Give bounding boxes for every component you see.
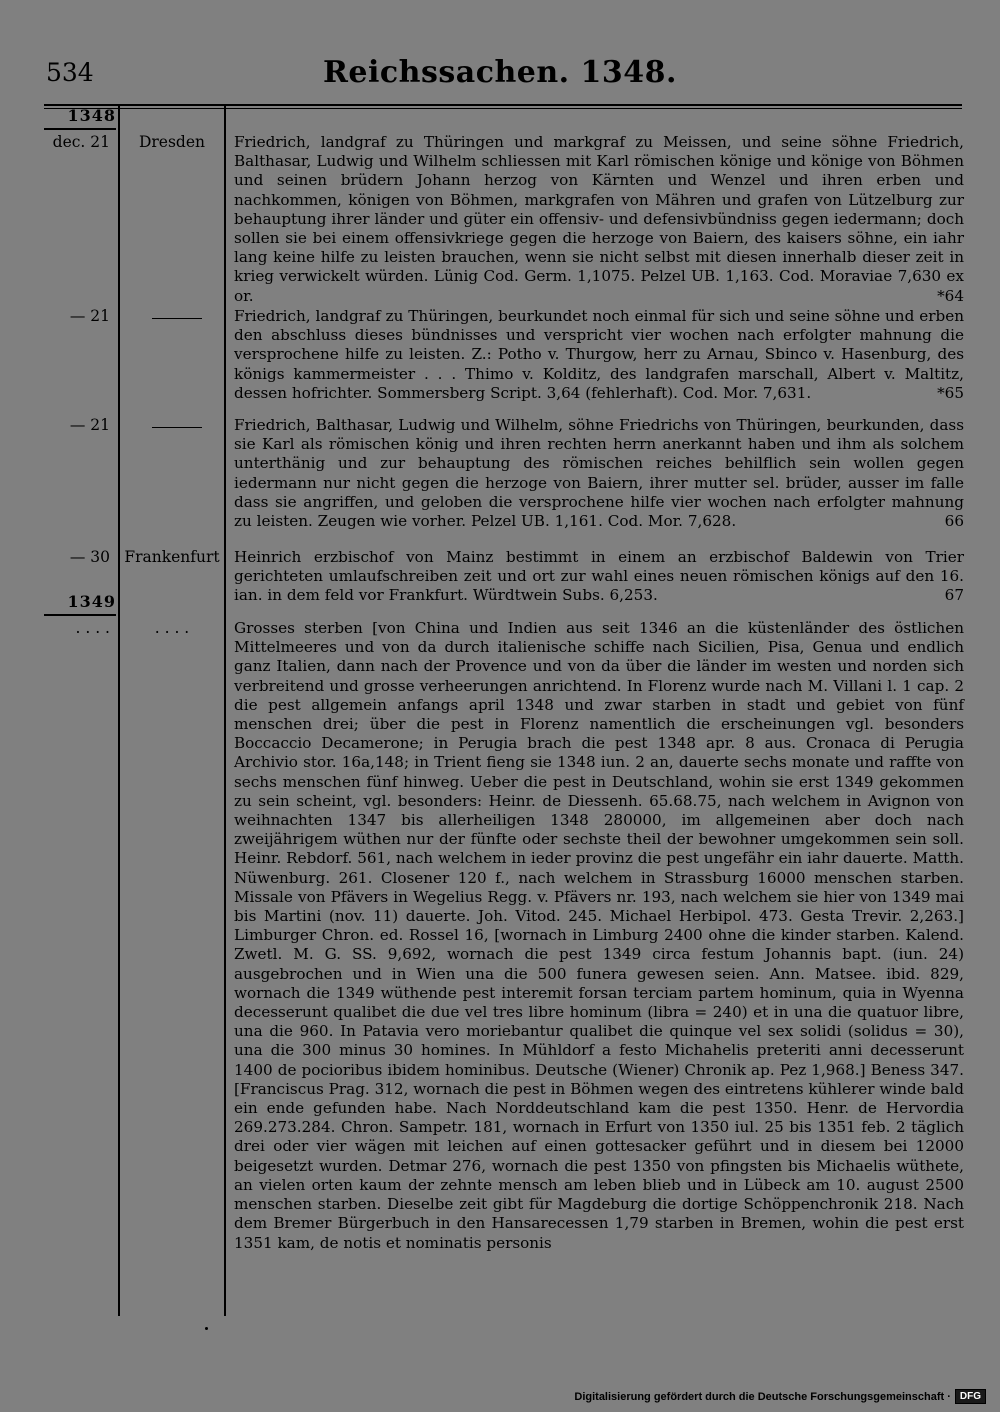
entry-date: — 21 [69, 307, 110, 325]
page-number: 534 [46, 58, 94, 87]
entry-body: Friedrich, landgraf zu Thüringen und markgraf zu Meissen, und seine söhne Friedrich, Balthasar, Ludwig und Wilhelm schliessen mit Karl römischen könige und könige von Böhmen und seinen brüdern Johann herzog von Kärnten und Wenzel und ihren erben und nachkommen, königen von Böhmen, markgrafen von Mähren und grafen von Lützelburg zur behauptung ihrer länder und güter ein offensiv- und defensivbündniss gegen iedermann; doch sollen sie bei einem offensivkriege gegen die herzoge von Baiern, des kaisers söhne, ein iahr lang keine hilfe zu leisten brauchen, wenn sie nicht selbst mit diesen innerhalb dieser zeit in krieg verwickelt würden. Lünig Cod. Germ. 1,1075. Pelzel UB. 1,163. Cod. Moraviae 7,630 ex or. [234, 133, 964, 305]
entry-text [234, 133, 964, 306]
year-rule [44, 128, 116, 130]
entry-body: Friedrich, Balthasar, Ludwig und Wilhelm, söhne Friedrichs von Thüringen, beurkunden, dass sie Karl als römischen könig und ihren rechten herrn anerkannt haben und ihm als solchem unterthänig und zur behauptung des römischen reiches behilflich sein wollen gegen iedermann nur nicht gegen die herzoge von Baiern, ihrer mutter sel. brüder, ausser im falle dass sie angriffen, und geloben die versprochene hilfe vier wochen nach erfolgter mahnung zu leisten. Zeugen wie vorher. Pelzel UB. 1,161. Cod. Mor. 7,628. [234, 416, 964, 531]
entry-body: Heinrich erzbischof von Mainz bestimmt in einem an erzbischof Baldewin von Trier gerichteten umlaufschreiben zeit und ort zur wahl eines neuen römischen königs auf den 16. ian. in dem feld vor Frankfurt. Würdtwein Subs. 6,253. [234, 548, 964, 605]
entry-text [234, 416, 964, 531]
ditto-dash [152, 427, 202, 428]
entry-body: Friedrich, landgraf zu Thüringen, beurkundet noch einmal für sich und seine söhne und erben den abschluss dieses bündnisses und verspricht vier wochen nach erfolgter mahnung die versprochene hilfe zu leisten. Z.: Potho v. Thurgow, herr zu Arnau, Sbinco v. Hasenburg, des königs kammermeister . . . Thimo v. Kolditz, des landgrafen marschall, Albert v. Maltitz, dessen hofrichter. Sommersberg Script. 3,64 (fehlerhaft). Cod. Mor. 7,631. [234, 307, 964, 402]
entry-text [234, 548, 964, 606]
entry-number: 67 [944, 586, 964, 605]
top-rule [44, 104, 962, 106]
stray-mark [205, 1327, 208, 1330]
entry-date: — 30 [69, 548, 110, 566]
entry-date: — 21 [69, 416, 110, 434]
top-rule-thin [44, 108, 962, 109]
entry-place: Frankenfurt [124, 548, 220, 566]
column-divider-place [224, 104, 226, 1316]
entry-text [234, 307, 964, 403]
entry-date: dec. 21 [52, 133, 110, 151]
entry-number: *64 [937, 286, 964, 305]
column-divider-date [118, 104, 120, 1316]
year-1349: 1349 [67, 592, 116, 611]
footer-text: Digitalisierung gefördert durch die Deutsche Forschungsgemeinschaft · [574, 1390, 951, 1403]
entry-number: *65 [937, 383, 964, 402]
entry-place: . . . . [154, 619, 190, 637]
dfg-logo: DFG [955, 1389, 986, 1404]
entry-body: Grosses sterben [von China und Indien aus seit 1346 an die küstenländer des östlichen Mittelmeeres und von da durch italienische schiffe nach Sicilien, Pisa, Genua und endlich ganz Italien, dann nach der Provence und von da über die länder im westen und norden sich verbreitend und grosse verheerungen anrichtend. In Florenz wurde nach M. Villani l. 1 cap. 2 die pest allgemein anfangs april 1348 und zwar starben in stadt und gebiet von fünf menschen drei; über die pest in Florenz namentlich die erscheinungen vgl. besonders Boccaccio Decamerone; in Perugia brach die pest 1348 apr. 8 aus. Cronaca di Perugia Archivio stor. 16a,148; in Trient fieng sie 1348 iun. 2 an, dauerte sechs monate und raffte von sechs menschen fünf hinweg. Ueber die pest in Deutschland, wohin sie erst 1349 gekommen zu sein scheint, vgl. besonders: Heinr. de Diessenh. 65.68.75, nach welchem in Avignon von weihnachten 1347 bis allerheiligen 1348 280000, im allgemeinen aber doch nach zweijährigem wüthen nur der fünfte oder sechste theil der bewohner umgekommen sein soll. Heinr. Rebdorf. 561, nach welchem in ieder provinz die pest ungefähr ein iahr dauerte. Matth. Nüwenburg. 261. Closener 120 f., nach welchem in Strassburg 16000 menschen starben. Missale von Pfävers in Wegelius Regg. v. Pfävers nr. 193, nach welchem sie hier von 1349 mai bis Martini (nov. 11) dauerte. Joh. Vitod. 245. Michael Herbipol. 473. Gesta Trevir. 2,263.] Limburger Chron. ed. Rossel 16, [wornach in Limburg 2400 ohne die kinder starben. Kalend. Zwetl. M. G. SS. 9,692, wornach die pest 1349 circa festum Johannis bapt. (iun. 24) ausgebrochen und in Wien una die 500 funera gewesen seien. Ann. Matsee. ibid. 829, wornach die 1349 wüthende pest interemit forsan terciam partem hominum, quia in Wyenna decesserunt qualibet die due vel tres libre hominum (libra = 240) et in una die quatuor libre, una die 960. In Patavia vero moriebantur qualibet die quinque vel sex solidi (solidus = 30), una die 300 minus 30 homines. In Mühldorf a festo Michahelis preteriti anni decesserunt 1400 de pocioribus ibidem hominibus. Deutsche (Wiener) Chronik ap. Pez 1,968.] Beness 347. [Franciscus Prag. 312, wornach die pest in Böhmen wegen des eintretens kühlerer winde bald ein ende gefunden habe. Nach Norddeutschland kam die pest 1350. Henr. de Hervordia 269.273.284. Chron. Sampetr. 181, wornach in Erfurt von 1350 iul. 25 bis 1351 feb. 2 täglich drei oder vier wägen mit leichen auf einen gottesacker geführt und in diesem bei 12000 beigesetzt wurden. Detmar 276, wornach die pest 1350 von pfingsten bis Michaelis wüthete, an vielen orten kaum der zehnte mensch am leben blieb und in Lübeck am 10. august 2500 menschen starben. Dieselbe zeit gibt für Magdeburg die dortige Schöppenchronik 218. Nach dem Bremer Bürgerbuch in den Hansarecessen 1,79 starben in Bremen, wohin die pest erst 1351 kam, de notis et nominatis personis [234, 619, 964, 1252]
footer [574, 1389, 986, 1404]
entry-place: Dresden [138, 133, 206, 151]
year-1348: 1348 [67, 106, 116, 125]
entry-text [234, 619, 964, 1253]
year-rule [44, 614, 116, 616]
entry-number: 66 [944, 512, 964, 531]
page-title: Reichssachen. 1348. [322, 55, 678, 90]
entry-date: . . . . [75, 619, 110, 637]
ditto-dash [152, 318, 202, 319]
